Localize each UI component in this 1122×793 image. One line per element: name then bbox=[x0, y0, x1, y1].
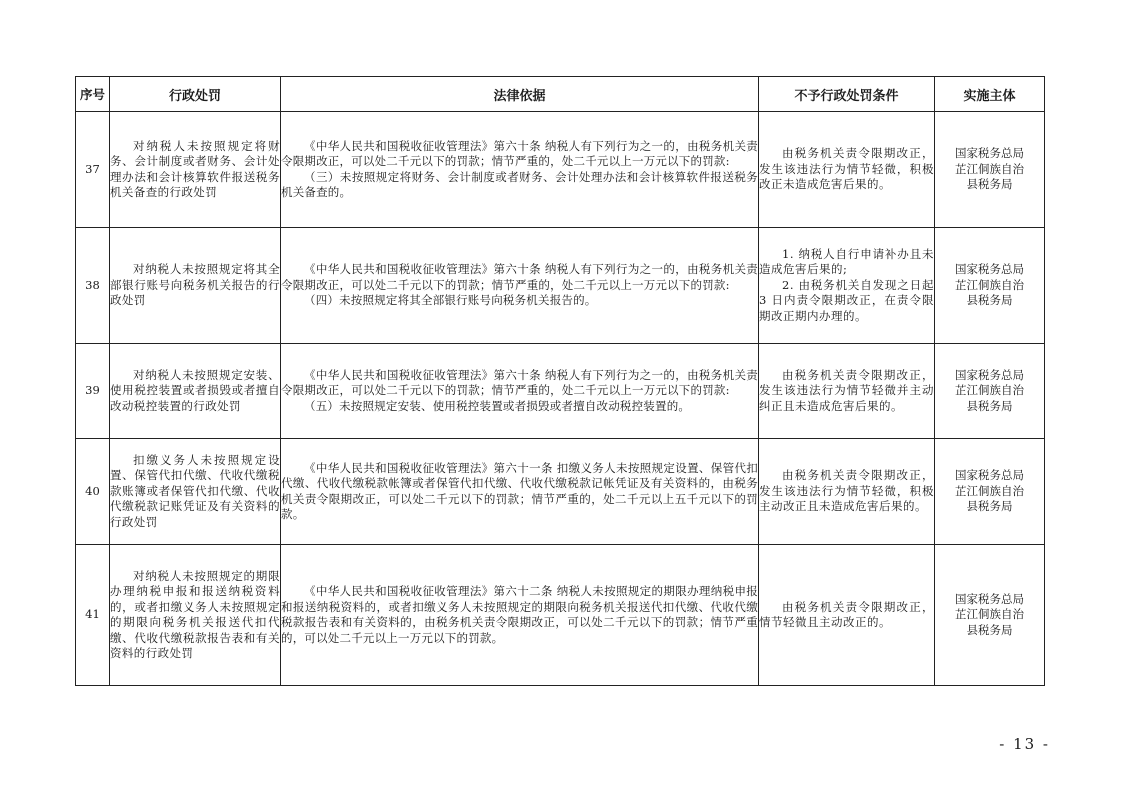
subject-line: 县税务局 bbox=[966, 622, 1013, 637]
condition-paragraph: 由税务机关责令限期改正，发生该违法行为情节轻微，积极主动改正且未造成危害后果的。 bbox=[759, 468, 934, 514]
basis-paragraph: 《中华人民共和国税收征收管理法》第六十条 纳税人有下列行为之一的，由税务机关责令限期改正，可以处二千元以下的罚款；情节严重的，处二千元以上一万元以下的罚款: bbox=[281, 367, 758, 398]
basis-cell bbox=[281, 439, 759, 545]
condition-cell bbox=[759, 112, 935, 228]
header-penalty: 行政处罚 bbox=[110, 77, 281, 112]
penalty-text: 对纳税人未按照规定安装、使用税控装置或者损毁或者擅自改动税控装置的行政处罚 bbox=[110, 367, 280, 413]
table-row bbox=[76, 545, 1045, 686]
subject-line: 芷江侗族自治 bbox=[955, 277, 1024, 292]
table-row bbox=[76, 344, 1045, 439]
page-number: - 13 - bbox=[999, 735, 1050, 753]
penalty-text: 对纳税人未按照规定将财务、会计制度或者财务、会计处理办法和会计核算软件报送税务机关备查的行政处罚 bbox=[110, 138, 280, 199]
row-number: 41 bbox=[76, 545, 110, 686]
row-number: 40 bbox=[76, 439, 110, 545]
penalty-text: 对纳税人未按照规定将其全部银行账号向税务机关报告的行政处罚 bbox=[110, 262, 280, 308]
basis-paragraph: （五）未按照规定安装、使用税控装置或者损毁或者擅自改动税控装置的。 bbox=[304, 398, 691, 413]
penalty-text: 扣缴义务人未按照规定设置、保管代扣代缴、代收代缴税款账簿或者保管代扣代缴、代收代缴税款记账凭证及有关资料的行政处罚 bbox=[110, 452, 280, 529]
basis-paragraph: 《中华人民共和国税收征收管理法》第六十条 纳税人有下列行为之一的，由税务机关责令限期改正，可以处二千元以下的罚款；情节严重的，处二千元以上一万元以下的罚款: bbox=[281, 138, 758, 168]
subject-line: 国家税务总局 bbox=[955, 146, 1024, 161]
subject-line: 芷江侗族自治 bbox=[955, 161, 1024, 176]
basis-cell bbox=[281, 545, 759, 686]
condition-paragraph: 由税务机关责令限期改正，发生该违法行为情节轻微，积极改正未造成危害后果的。 bbox=[759, 146, 934, 192]
subject-line: 国家税务总局 bbox=[955, 367, 1024, 382]
basis-cell bbox=[281, 344, 759, 439]
subject-line: 县税务局 bbox=[966, 177, 1013, 192]
basis-paragraph: 《中华人民共和国税收征收管理法》第六十二条 纳税人未按照规定的期限办理纳税申报和报送纳税资料的，或者扣缴义务人未按照规定的期限向税务机关报送代扣代缴、代收代缴税款报告表和有关资料的，由税务机关责令限期改正，可以处二千元以下的罚款；情节严重的，可以处二千元以上一万元以下的罚款。 bbox=[281, 584, 758, 645]
subject-line: 县税务局 bbox=[966, 499, 1013, 514]
subject-line: 县税务局 bbox=[966, 398, 1013, 413]
header-basis: 法律依据 bbox=[281, 77, 759, 112]
subject-line: 县税务局 bbox=[966, 293, 1013, 308]
basis-cell bbox=[281, 112, 759, 228]
table-row bbox=[76, 112, 1045, 228]
row-number: 38 bbox=[76, 228, 110, 344]
basis-paragraph: （四）未按照规定将其全部银行账号向税务机关报告的。 bbox=[304, 293, 597, 308]
penalty-table bbox=[75, 76, 1045, 686]
condition-cell bbox=[759, 228, 935, 344]
table-row bbox=[76, 228, 1045, 344]
subject-line: 国家税务总局 bbox=[955, 468, 1024, 483]
row-number: 37 bbox=[76, 112, 110, 228]
subject-cell bbox=[935, 344, 1045, 439]
basis-paragraph: （三）未按照规定将财务、会计制度或者财务、会计处理办法和会计核算软件报送税务机关备查的。 bbox=[281, 169, 758, 199]
condition-paragraph: 由税务机关责令限期改正，情节轻微且主动改正的。 bbox=[759, 599, 934, 629]
basis-paragraph: 《中华人民共和国税收征收管理法》第六十一条 扣缴义务人未按照规定设置、保管代扣代缴、代收代缴税款帐簿或者保管代扣代缴、代收代缴税款记帐凭证及有关资料的，由税务机关责令限期改正，可以处二千元以下的罚款；情节严重的，处二千元以上五千元以下的罚款。 bbox=[281, 460, 758, 521]
penalty-text: 对纳税人未按照规定的期限办理纳税申报和报送纳税资料的，或者扣缴义务人未按照规定的期限向税务机关报送代扣代缴、代收代缴税款报告表和有关资料的行政处罚 bbox=[110, 568, 280, 660]
subject-line: 芷江侗族自治 bbox=[955, 383, 1024, 398]
subject-cell bbox=[935, 439, 1045, 545]
subject-line: 芷江侗族自治 bbox=[955, 483, 1024, 498]
header-subject: 实施主体 bbox=[935, 77, 1045, 112]
condition-paragraph: 2. 由税务机关自发现之日起 3 日内责令限期改正，在责令限期改正期内办理的。 bbox=[759, 277, 934, 323]
subject-cell bbox=[935, 228, 1045, 344]
subject-line: 国家税务总局 bbox=[955, 262, 1024, 277]
condition-cell bbox=[759, 344, 935, 439]
penalty-cell bbox=[110, 439, 281, 545]
penalty-cell bbox=[110, 545, 281, 686]
subject-cell bbox=[935, 545, 1045, 686]
subject-line: 芷江侗族自治 bbox=[955, 607, 1024, 622]
penalty-cell bbox=[110, 228, 281, 344]
condition-cell bbox=[759, 439, 935, 545]
table-header-row bbox=[76, 77, 1045, 112]
subject-line: 国家税务总局 bbox=[955, 591, 1024, 606]
basis-paragraph: 《中华人民共和国税收征收管理法》第六十条 纳税人有下列行为之一的，由税务机关责令限期改正，可以处二千元以下的罚款；情节严重的，处二千元以上一万元以下的罚款: bbox=[281, 262, 758, 292]
table-row bbox=[76, 439, 1045, 545]
subject-cell bbox=[935, 112, 1045, 228]
condition-paragraph: 1. 纳税人自行申请补办且未造成危害后果的; bbox=[759, 246, 934, 277]
penalty-cell bbox=[110, 344, 281, 439]
basis-cell bbox=[281, 228, 759, 344]
condition-cell bbox=[759, 545, 935, 686]
header-no: 序号 bbox=[76, 77, 110, 112]
header-condition: 不予行政处罚条件 bbox=[759, 77, 935, 112]
penalty-cell bbox=[110, 112, 281, 228]
row-number: 39 bbox=[76, 344, 110, 439]
condition-paragraph: 由税务机关责令限期改正，发生该违法行为情节轻微并主动纠正且未造成危害后果的。 bbox=[759, 367, 934, 413]
